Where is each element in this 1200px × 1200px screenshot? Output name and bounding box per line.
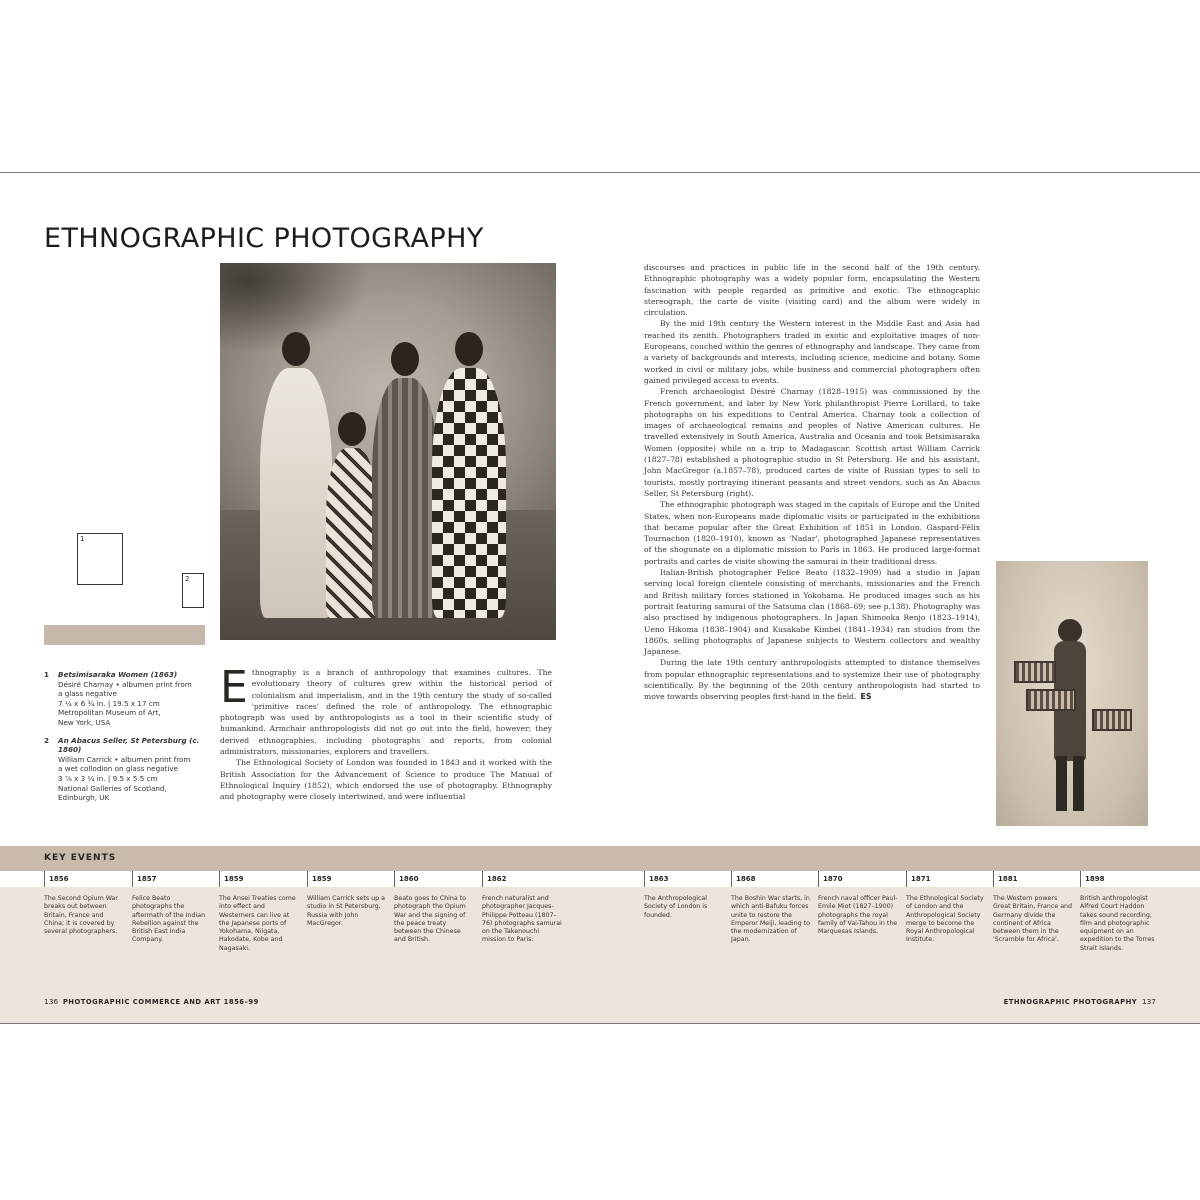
photo-figure [260, 368, 332, 618]
figure-key-1: 1 [77, 533, 123, 585]
key-event: 1857 Felice Beato photographs the aftermath of the Indian Rebellion against the British East India Company. [132, 871, 216, 945]
body-column-1 [220, 662, 552, 803]
author-initials: ES [860, 692, 872, 702]
key-event: 1871 The Ethnological Society of London and the Anthropological Society merge to become the Royal Anthropological Institute. [906, 871, 990, 945]
caption-2: 2 An Abacus Seller, St Petersburg (c. 1860) William Carrick • albumen print from a wet collodion on glass negative 3 ⅞ x 3 ¼ in. | 9.5 x 5.5 cm National Galleries of Scotland, Edinburgh, UK [44, 735, 200, 803]
running-head-right: ETHNOGRAPHIC PHOTOGRAPHY [1003, 998, 1138, 1006]
body-paragraph: Ethnography is a branch of anthropology that examines cultures. The evolutionary theory of cultures grew within the historical period of colonialism and imperialism, and in the 19th century the study of so-called 'primitive races' defined the role of anthropology. The ethnographic photograph was used by anthropologists as a tool in their scientific study of humankind. Armchair anthropologists did not go out into the field, however; they derived ethnographies, including photographs and reports, from colonial administrators, missionaries, explorers and travellers. [220, 662, 552, 757]
body-paragraph: During the late 19th century anthropologists attempted to distance themselves from popular ethnographic representations and to systemize their use of photography scientifically. By the beginning of the 20th century anthropologists had started to move towards observing peoples first-hand in the field. ES [644, 658, 980, 702]
figure-key-2: 2 [182, 573, 204, 608]
caption-1: 1 Betsimisaraka Women (1863) Désiré Charnay • albumen print from a glass negative 7 ¼ x 6 ¾ in. | 19.5 x 17 cm Metropolitan Museum of Art, New York, USA [44, 670, 192, 727]
key-event: 1862 French naturalist and photographer Jacques-Philippe Potteau (1807–76) photographs samurai on the Takenouchi mission to Paris. [482, 871, 566, 945]
key-event: 1881 The Western powers Great Britain, France and Germany divide the continent of Africa between them in the 'Scramble for Africa'. [993, 871, 1077, 945]
body-paragraph: The Ethnological Society of London was founded in 1843 and it worked with the British Association for the Advancement of Science to produce The Manual of Ethnological Inquiry (1852), which endorsed the use of photography. Ethnography and photography were closely intertwined, and were influential [220, 758, 552, 802]
page-number-left: 136 [44, 997, 59, 1006]
abacus [1014, 661, 1056, 683]
folio-left [44, 997, 259, 1006]
abacus [1092, 709, 1132, 731]
body-paragraph: Italian-British photographer Felice Beato (1832–1909) had a studio in Japan serving local foreign clientele consisting of merchants, missionaries and the French and British military forces stationed in Yokohama. He produced images such as his portrait featuring samurai of the Satsuma clan (1868–69; see p.138). Photography was also practised by indigenous photographers. In Japan Shimooka Renjo (1823–1914), Ueno Hikoma (1838–1904) and Kusakabe Kimbei (1841–1934) ran studios from the 1860s, selling photographs of Japanese subjects to Western collectors and wealthy Japanese. [644, 568, 980, 657]
key-event: 1859 William Carrick sets up a studio in St Petersburg, Russia with John MacGregor. [307, 871, 391, 928]
drop-cap: E [220, 662, 248, 713]
key-event: 1898 British anthropologist Alfred Court Haddon takes sound recording, film and photographic equipment on an expedition to the Torres Strait Islands. [1080, 871, 1164, 953]
caption-divider-bar [44, 625, 205, 645]
key-event: 1863 The Anthropological Society of London is founded. [644, 871, 728, 920]
photo-figure [372, 378, 438, 618]
key-events-header-bar [0, 846, 1200, 871]
key-event: 1868 The Boshin War starts, in which anti-Bafuku forces unite to restore the Emperor Meiji, leading to the modernization of Japan. [731, 871, 815, 945]
abacus-seller-photo [996, 561, 1148, 826]
body-column-2 [644, 262, 980, 703]
abacus [1026, 689, 1076, 711]
photo-figure [326, 448, 378, 618]
running-head-left: PHOTOGRAPHIC COMMERCE AND ART 1856–99 [62, 998, 259, 1006]
body-paragraph: The ethnographic photograph was staged in the capitals of Europe and the United States, when non-Europeans made diplomatic visits or participated in the exhibitions that became popular after the Great Exhibition of 1851 in London. Gaspard-Félix Tournachon (1820–1910), known as 'Nadar', photographed Japanese representatives of the shogunate on a diplomatic mission to Paris in 1863. He produced large-format portraits and cartes de visite showing the samurai in their traditional dress. [644, 500, 980, 566]
photo-figure-head [1058, 619, 1082, 643]
key-event: 1870 French naval officer Paul-Emile Miot (1827–1900) photographs the royal family of Vai-Tahou in the Marquesas Islands. [818, 871, 902, 936]
key-event: 1859 The Ansei Treaties come into effect and Westerners can live at the Japanese ports of Yokohama, Niigata, Hakodate, Kobe and Nagasaki. [219, 871, 303, 953]
body-paragraph: discourses and practices in public life in the second half of the 19th century. Ethnographic photography was a widely popular form, encapsulating the Western fascination with people regarded as primitive and exotic. The ethnographic stereograph, the carte de visite (visiting card) and the album were widely in circulation. [644, 263, 980, 318]
photo-figure [432, 368, 506, 618]
captions [44, 670, 214, 811]
book-spread [0, 172, 1200, 1024]
body-paragraph: French archaeologist Désiré Charnay (1828–1915) was commissioned by the French government, and later by New York philanthropist Pierre Lorillard, to take photographs on his expeditions to Central America. Charnay took a collection of images of archaeological remains and peoples of Native American cultures. He travelled extensively in South America, Australia and Oceania and took Betsimisaraka Women (opposite) while on a trip to Madagascar. Scottish artist William Carrick (1827–78) established a photographic studio in St Petersburg. He and his assistant, John MacGregor (a.1857–78), produced cartes de visite of Russian types to sell to tourists, mostly portraying itinerant peasants and street vendors, such as An Abacus Seller, St Petersburg (right). [644, 387, 980, 498]
page-title: ETHNOGRAPHIC PHOTOGRAPHY [44, 223, 484, 254]
folio-right [1004, 997, 1156, 1006]
key-event: 1856 The Second Opium War breaks out between Britain, France and China; it is covered by several photographers. [44, 871, 128, 936]
betsimisaraka-women-photo [220, 263, 556, 640]
body-paragraph: By the mid 19th century the Western interest in the Middle East and Asia had reached its zenith. Photographers traded in exotic and exploitative images of non-Europeans, couched within the genres of ethnography and landscape. They came from a variety of backgrounds and interests, including science, medicine and botany. Some worked in civil or military jobs, while business and commercial photographers often gained privileged access to events. [644, 319, 980, 385]
page-number-right: 137 [1141, 997, 1156, 1006]
photo-figure-legs [1056, 756, 1084, 811]
key-event: 1860 Beato goes to China to photograph the Opium War and the signing of the peace treaty between the Chinese and British. [394, 871, 478, 945]
key-events-heading: KEY EVENTS [44, 853, 117, 863]
